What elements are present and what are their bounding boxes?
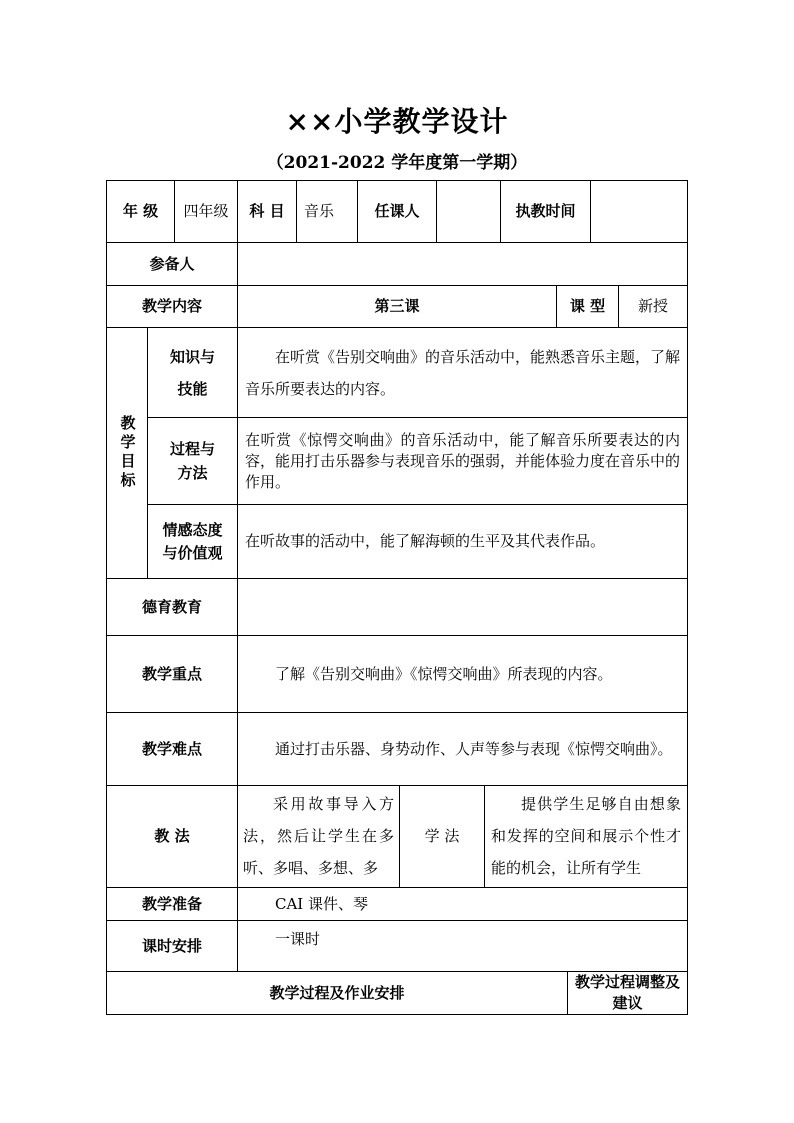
subject-value: 音乐 (304, 202, 335, 220)
grade-value: 四年级 (183, 202, 229, 220)
process-method-text (238, 418, 687, 504)
knowledge-label-line1: 知识与 (169, 347, 215, 366)
class-schedule-text: 一课时 (275, 930, 321, 948)
process-label-line2: 方法 (177, 464, 208, 482)
grade-label: 年 级 (122, 202, 159, 220)
emotion-values-text: 在听故事的活动中，能了解海顿的生平及其代表作品。 (245, 532, 606, 550)
course-type-value: 新授 (637, 297, 668, 315)
knowledge-skills-text-content: 在听赏《告别交响曲》的音乐活动中，能熟悉音乐主题，了解音乐所要表达的内容。 (245, 347, 681, 398)
difficulties-label: 教学难点 (141, 739, 202, 758)
teaching-method-text-content: 采用故事导入方法，然后让学生在多听、多唱、多想、多 (243, 795, 394, 877)
class-schedule-label: 课时安排 (141, 936, 202, 955)
learning-method-text (485, 788, 687, 885)
teacher-label: 任课人 (374, 202, 420, 220)
key-points-label: 教学重点 (141, 664, 202, 683)
difficulties-value (238, 713, 687, 785)
teaching-method-label: 教 法 (154, 827, 190, 845)
knowledge-skills-text (238, 328, 687, 417)
process-adjust-label: 教学过程调整及建议 (574, 973, 680, 1012)
emotion-label-line2: 与价值观 (162, 543, 223, 562)
key-points-value (238, 636, 687, 712)
teaching-method-text (238, 788, 399, 885)
teaching-content-value: 第三课 (374, 297, 420, 315)
moral-education-value (238, 579, 687, 635)
prep-person-value (238, 243, 687, 285)
difficulties-text: 通过打击乐器、身势动作、人声等参与表现《惊愕交响曲》。 (275, 740, 673, 758)
emotion-label-line1: 情感态度 (162, 520, 223, 539)
key-points-text: 了解《告别交响曲》《惊愕交响曲》所表现的内容。 (275, 664, 613, 683)
teaching-goals-label (107, 328, 147, 578)
class-schedule-value (238, 928, 687, 968)
subject-label: 科 目 (249, 202, 285, 220)
process-homework-label: 教学过程及作业安排 (269, 983, 405, 1002)
teaching-prep-value (238, 888, 687, 920)
course-type-label: 课 型 (569, 297, 606, 315)
page-title: ××小学教学设计 (285, 105, 509, 138)
process-label-line1: 过程与 (169, 440, 215, 458)
process-method-label (148, 418, 237, 504)
time-label: 执教时间 (515, 202, 576, 220)
teaching-prep-text: CAI 课件、琴 (275, 894, 369, 913)
teaching-prep-label: 教学准备 (141, 894, 202, 913)
emotion-values-label (148, 505, 237, 578)
time-value (591, 181, 687, 242)
knowledge-skills-label (148, 328, 237, 417)
learning-method-text-content: 提供学生足够自由想象和发挥的空间和展示个性才能的机会，让所有学生 (491, 795, 681, 877)
process-method-text-content: 在听赏《惊愕交响曲》的音乐活动中，能了解音乐所要表达的内容，能用打击乐器参与表现音乐的强弱，并能体验力度在音乐中的作用。 (245, 430, 681, 491)
page-subtitle: （2021-2022 学年度第一学期） (266, 153, 528, 173)
moral-education-label: 德育教育 (141, 597, 202, 616)
teaching-content-label: 教学内容 (141, 297, 202, 315)
learning-method-label: 学 法 (424, 827, 460, 845)
prep-person-label: 参备人 (149, 254, 195, 273)
teaching-goals-label-text: 教学目标 (118, 415, 137, 491)
teacher-value (437, 181, 500, 242)
table-border-bottom (106, 1014, 688, 1015)
knowledge-label-line2: 技能 (177, 379, 208, 398)
table-border-right (687, 180, 688, 1015)
